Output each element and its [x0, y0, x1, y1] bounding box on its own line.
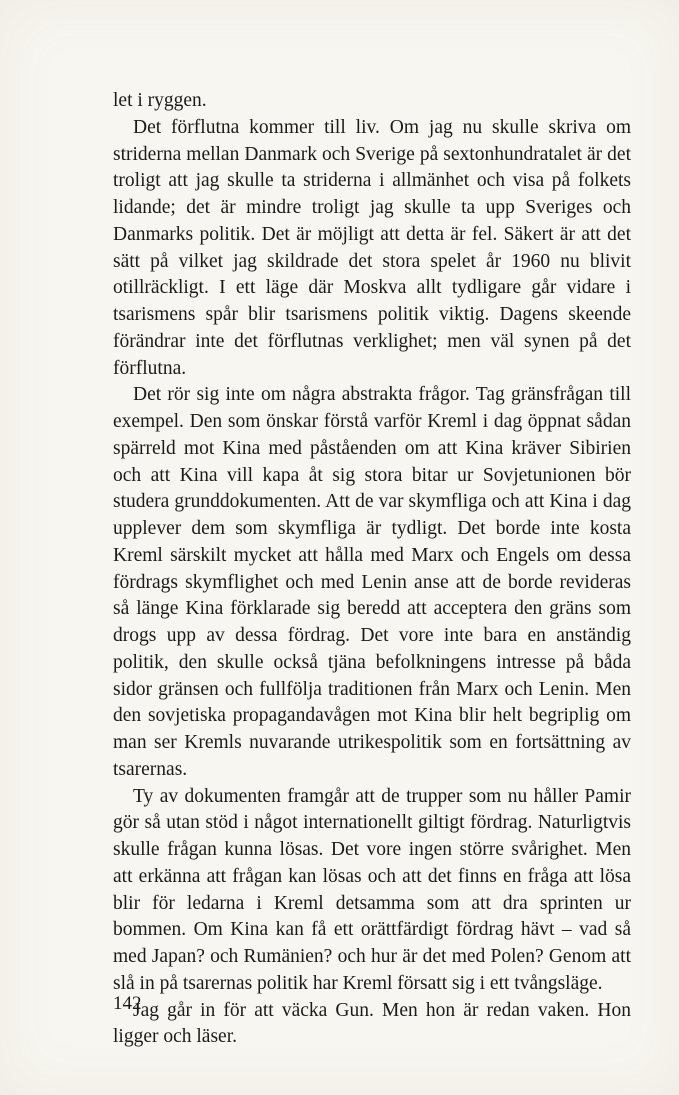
paragraph: Ty av dokumenten framgår att de trupper som nu håller Pamir gör så utan stöd i något internationellt giltigt fördrag. Naturligtvis skulle frågan kunna lösas. Det vore ingen större svårighet. Men att erkänna att frågan kan lösas och att det finns en fråga att lösa blir för ledarna i Kreml detsamma som att dra sprinten ur bommen. Om Kina kan få ett orättfärdigt fördrag hävt – vad så med Japan? och Rumänien? och hur är det med Polen? Genom att slå in på tsarernas politik har Kreml försatt sig i ett tvångsläge. [113, 785, 631, 994]
page-number: 142 [113, 993, 142, 1014]
paragraph: Jag går in för att väcka Gun. Men hon är redan vaken. Hon ligger och läser. [113, 999, 631, 1048]
body-text [113, 88, 631, 1051]
paragraph: Det förflutna kommer till liv. Om jag nu skulle skriva om striderna mellan Danmark och Sverige på sextonhundratalet är det troligt att jag skulle ta striderna i allmänhet och visa på folkets lidande; det är mindre troligt jag skulle ta upp Sveriges och Danmarks politik. Det är möjligt att detta är fel. Säkert är att det sätt på vilket jag skildrade det stora spelet år 1960 nu blivit otillräckligt. I ett läge där Moskva allt tydligare går vidare i tsarismens spår blir tsarismens politik viktig. Dagens skeende förändrar inte det förflutnas verklighet; men väl synen på det förflutna. [113, 116, 631, 379]
paragraph-continuation: let i ryggen. [113, 90, 207, 111]
paragraph: Det rör sig inte om några abstrakta frågor. Tag gränsfrågan till exempel. Den som önskar förstå varför Kreml i dag öppnat sådan spärreld mot Kina med påståenden om att Kina kräver Sibirien och att Kina vill kapa åt sig stora bitar ur Sovjetunionen bör studera grunddokumenten. Att de var skymfliga och att Kina i dag upplever dem som skymfliga är tydligt. Det borde inte kosta Kreml särskilt mycket att hålla med Marx och Engels om dessa fördrags skymflighet och med Lenin anse att de borde revideras så länge Kina förklarade sig beredd att acceptera den gräns som drogs upp av dessa fördrag. Det vore inte bara en anständig politik, den skulle också tjäna befolkningens intresse på båda sidor gränsen och fullfölja traditionen från Marx och Lenin. Men den sovjetiska propagandavågen mot Kina blir helt begriplig om man ser Kremls nuvarande utrikespolitik som en fortsättning av tsarernas. [113, 384, 631, 780]
